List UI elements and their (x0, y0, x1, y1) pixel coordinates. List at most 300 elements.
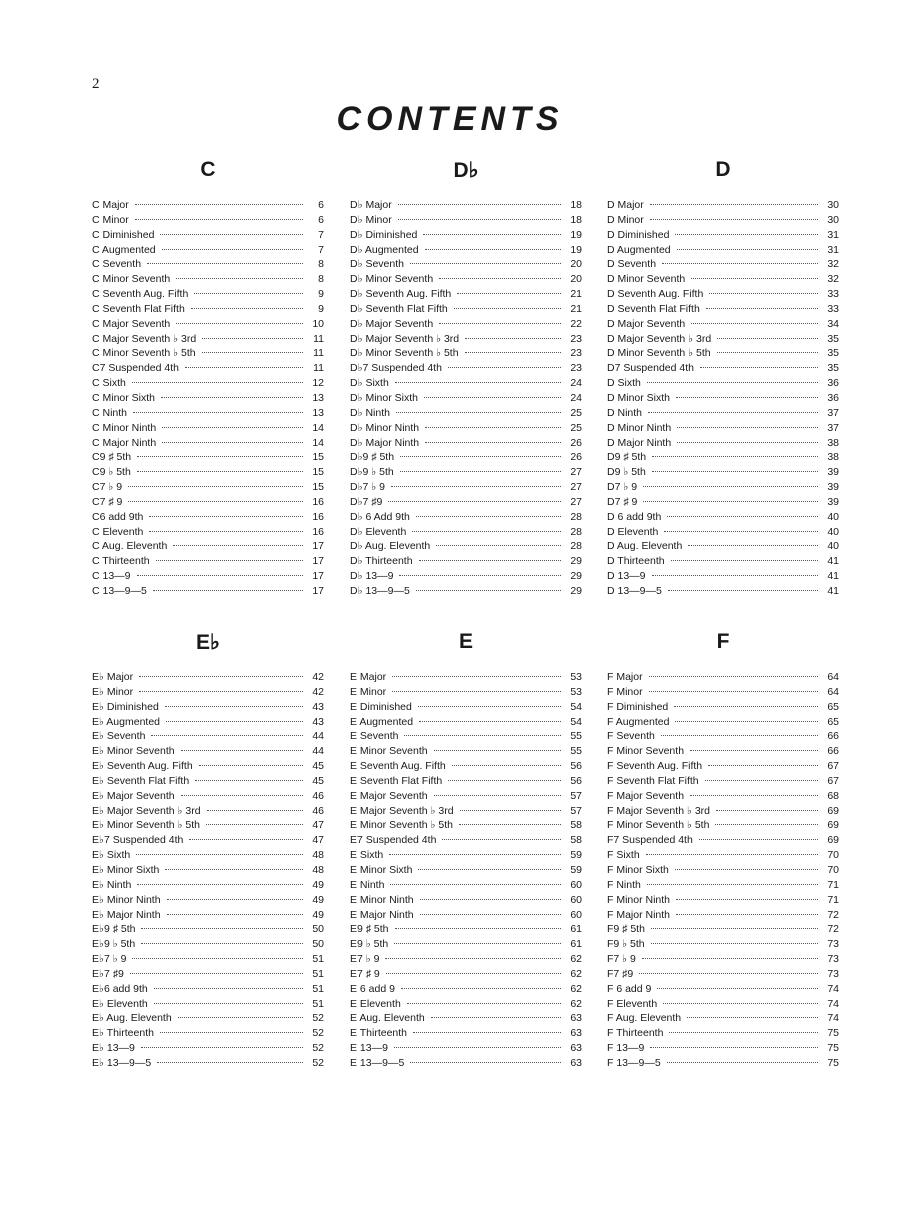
toc-entry[interactable] (607, 967, 839, 982)
toc-entry[interactable] (607, 436, 839, 451)
dot-leader (465, 352, 561, 353)
toc-entry[interactable] (607, 510, 839, 525)
toc-entry[interactable] (350, 346, 582, 361)
dot-leader (668, 590, 818, 591)
toc-entry[interactable] (92, 789, 324, 804)
toc-entry[interactable] (607, 450, 839, 465)
entry-name: E 6 add 9 (350, 982, 395, 995)
entry-name: C Major Ninth (92, 436, 157, 449)
toc-entry[interactable] (92, 450, 324, 465)
toc-entry[interactable] (350, 495, 582, 510)
dot-leader (141, 943, 303, 944)
toc-entry[interactable] (350, 922, 582, 937)
toc-entry[interactable] (607, 584, 839, 599)
toc-entry[interactable] (350, 715, 582, 730)
toc-entry[interactable] (350, 833, 582, 848)
dot-leader (162, 249, 303, 250)
toc-entry[interactable] (607, 198, 839, 213)
entry-name: D♭9 ♯ 5th (350, 451, 395, 464)
toc-entry[interactable] (350, 1011, 582, 1026)
dot-leader (167, 899, 303, 900)
dot-leader (151, 735, 303, 736)
entry-page: 30 (827, 199, 839, 211)
toc-entry[interactable] (607, 744, 839, 759)
entry-page: 50 (312, 938, 324, 951)
toc-entry[interactable] (92, 967, 324, 982)
toc-entry[interactable] (350, 1041, 582, 1056)
toc-entry[interactable] (350, 421, 582, 436)
toc-entry[interactable] (92, 863, 324, 878)
entry-name: D♭ Major Seventh ♭ 3rd (350, 332, 460, 345)
toc-entry[interactable] (350, 1056, 582, 1071)
entry-name: C Seventh (92, 258, 142, 271)
entry-page: 60 (570, 878, 582, 891)
dot-leader (165, 706, 303, 707)
toc-entry[interactable] (350, 554, 582, 569)
toc-entry[interactable] (607, 878, 839, 893)
toc-entry[interactable] (607, 685, 839, 700)
entry-page: 16 (312, 510, 324, 523)
entry-name: F7 ♭ 9 (607, 953, 636, 966)
dot-leader (705, 780, 818, 781)
entry-page: 27 (570, 481, 582, 494)
entry-page: 24 (570, 377, 582, 390)
toc-entry[interactable] (607, 243, 839, 258)
toc-entry[interactable] (607, 729, 839, 744)
toc-entry[interactable] (607, 272, 839, 287)
entry-name: E♭6 add 9th (92, 982, 148, 995)
dot-leader (137, 884, 303, 885)
entry-page: 51 (312, 967, 324, 980)
dot-leader (388, 501, 561, 502)
entry-page: 67 (827, 760, 839, 773)
toc-entry[interactable] (350, 863, 582, 878)
entry-page: 13 (312, 391, 324, 404)
toc-entry[interactable] (607, 569, 839, 584)
toc-entry[interactable] (607, 554, 839, 569)
dot-leader (675, 721, 818, 722)
toc-entry[interactable] (607, 376, 839, 391)
toc-list (607, 198, 839, 599)
entry-name: F Seventh Aug. Fifth (607, 760, 703, 773)
toc-entry[interactable] (92, 729, 324, 744)
toc-entry[interactable] (92, 700, 324, 715)
toc-entry[interactable] (92, 759, 324, 774)
entry-page: 61 (570, 938, 582, 951)
entry-name: E Sixth (350, 849, 384, 862)
toc-entry[interactable] (92, 346, 324, 361)
toc-entry[interactable] (607, 465, 839, 480)
toc-entry[interactable] (607, 525, 839, 540)
toc-entry[interactable] (92, 421, 324, 436)
toc-entry[interactable] (350, 774, 582, 789)
toc-entry[interactable] (607, 833, 839, 848)
toc-entry[interactable] (607, 863, 839, 878)
entry-name: F Ninth (607, 878, 641, 891)
dot-leader (398, 219, 561, 220)
entry-name: E♭ Major Seventh ♭ 3rd (92, 804, 201, 817)
toc-entry[interactable] (350, 243, 582, 258)
toc-entry[interactable] (607, 361, 839, 376)
entry-name: D Seventh (607, 258, 657, 271)
entry-name: E♭ Minor Seventh (92, 745, 175, 758)
toc-entry[interactable] (92, 952, 324, 967)
dot-leader (191, 308, 303, 309)
toc-entry[interactable] (350, 804, 582, 819)
toc-entry[interactable] (350, 406, 582, 421)
toc-entry[interactable] (350, 213, 582, 228)
toc-entry[interactable] (92, 554, 324, 569)
entry-page: 40 (827, 510, 839, 523)
toc-entry[interactable] (607, 1041, 839, 1056)
toc-entry[interactable] (607, 302, 839, 317)
entry-name: E Minor Seventh ♭ 5th (350, 819, 454, 832)
toc-entry[interactable] (350, 818, 582, 833)
entry-page: 13 (312, 406, 324, 419)
toc-entry[interactable] (350, 789, 582, 804)
toc-entry[interactable] (350, 510, 582, 525)
dot-leader (137, 575, 303, 576)
entry-name: E Seventh (350, 730, 399, 743)
entry-page: 51 (312, 953, 324, 966)
toc-entry[interactable] (92, 287, 324, 302)
toc-entry[interactable] (92, 1056, 324, 1071)
toc-entry[interactable] (92, 332, 324, 347)
toc-entry[interactable] (92, 833, 324, 848)
section-heading: D♭ (453, 159, 479, 182)
toc-entry[interactable] (607, 759, 839, 774)
dot-leader (130, 973, 303, 974)
dot-leader (128, 486, 303, 487)
dot-leader (394, 943, 561, 944)
toc-entry[interactable] (350, 584, 582, 599)
dot-leader (643, 501, 818, 502)
toc-entry[interactable] (350, 480, 582, 495)
toc-entry[interactable] (607, 715, 839, 730)
entry-page: 44 (312, 730, 324, 743)
entry-page: 16 (312, 525, 324, 538)
toc-entry[interactable] (92, 569, 324, 584)
dot-leader (167, 914, 303, 915)
dot-leader (199, 765, 303, 766)
toc-entry[interactable] (607, 1056, 839, 1071)
entry-page: 39 (827, 481, 839, 494)
entry-name: E7 Suspended 4th (350, 834, 437, 847)
toc-entry[interactable] (350, 376, 582, 391)
toc-entry[interactable] (607, 818, 839, 833)
toc-entry[interactable] (607, 982, 839, 997)
toc-entry[interactable] (92, 982, 324, 997)
entry-name: E♭ Minor (92, 685, 134, 698)
entry-name: E♭ Thirteenth (92, 1027, 154, 1040)
entry-page: 20 (570, 273, 582, 286)
toc-entry[interactable] (350, 878, 582, 893)
entry-page: 28 (570, 540, 582, 553)
toc-entry[interactable] (607, 495, 839, 510)
entry-name: E♭ Major Ninth (92, 908, 161, 921)
toc-entry[interactable] (350, 908, 582, 923)
toc-entry[interactable] (92, 391, 324, 406)
entry-name: C Minor (92, 213, 129, 226)
entry-name: C7 ♯ 9 (92, 495, 123, 508)
toc-entry[interactable] (350, 982, 582, 997)
entry-name: F Minor Sixth (607, 863, 669, 876)
toc-entry[interactable] (607, 908, 839, 923)
entry-page: 19 (570, 228, 582, 241)
entry-name: E♭ Diminished (92, 700, 159, 713)
entry-name: C Augmented (92, 243, 156, 256)
toc-entry[interactable] (607, 317, 839, 332)
toc-entry[interactable] (92, 818, 324, 833)
entry-page: 63 (570, 1027, 582, 1040)
toc-entry[interactable] (92, 539, 324, 554)
dot-leader (691, 278, 818, 279)
dot-leader (646, 854, 818, 855)
dot-leader (419, 721, 561, 722)
toc-entry[interactable] (92, 908, 324, 923)
toc-entry[interactable] (350, 997, 582, 1012)
dot-leader (442, 839, 561, 840)
toc-entry[interactable] (350, 759, 582, 774)
dot-leader (452, 765, 561, 766)
entry-page: 26 (570, 451, 582, 464)
entry-page: 16 (312, 495, 324, 508)
toc-entry[interactable] (607, 480, 839, 495)
dot-leader (410, 263, 561, 264)
entry-name: E Major (350, 671, 387, 683)
dot-leader (176, 323, 303, 324)
toc-entry[interactable] (350, 729, 582, 744)
section-heading: E (458, 630, 473, 653)
toc-entry[interactable] (607, 228, 839, 243)
page-title: CONTENTS (336, 100, 564, 138)
toc-entry[interactable] (92, 272, 324, 287)
toc-entry[interactable] (607, 1011, 839, 1026)
toc-entry[interactable] (607, 213, 839, 228)
toc-entry[interactable] (607, 774, 839, 789)
toc-entry[interactable] (92, 243, 324, 258)
entry-page: 17 (312, 540, 324, 553)
toc-entry[interactable] (350, 332, 582, 347)
toc-entry[interactable] (92, 744, 324, 759)
dot-leader (717, 338, 818, 339)
dot-leader (194, 293, 303, 294)
toc-entry[interactable] (92, 1041, 324, 1056)
toc-entry[interactable] (607, 391, 839, 406)
toc-entry[interactable] (92, 937, 324, 952)
entry-name: E Major Ninth (350, 908, 414, 921)
entry-page: 25 (570, 421, 582, 434)
toc-entry[interactable] (607, 257, 839, 272)
toc-entry[interactable] (607, 406, 839, 421)
entry-name: F 13—9 (607, 1042, 645, 1055)
dot-leader (425, 442, 561, 443)
toc-entry[interactable] (607, 937, 839, 952)
entry-name: C Ninth (92, 406, 128, 419)
toc-entry[interactable] (92, 685, 324, 700)
toc-entry[interactable] (92, 848, 324, 863)
toc-entry[interactable] (350, 465, 582, 480)
toc-entry[interactable] (350, 848, 582, 863)
toc-entry[interactable] (350, 670, 582, 685)
entry-name: D Major Seventh (607, 317, 686, 330)
entry-page: 45 (312, 774, 324, 787)
entry-name: E♭ 13—9—5 (92, 1056, 152, 1069)
toc-entry[interactable] (607, 997, 839, 1012)
entry-page: 35 (827, 347, 839, 360)
entry-name: E♭ Minor Seventh ♭ 5th (92, 819, 200, 832)
toc-entry[interactable] (607, 922, 839, 937)
toc-entry[interactable] (92, 774, 324, 789)
toc-entry[interactable] (607, 700, 839, 715)
toc-entry[interactable] (350, 539, 582, 554)
toc-entry[interactable] (350, 317, 582, 332)
toc-entry[interactable] (350, 450, 582, 465)
entry-page: 54 (570, 700, 582, 713)
toc-entry[interactable] (350, 391, 582, 406)
entry-name: E♭7 ♭ 9 (92, 953, 127, 966)
section-heading: D (715, 158, 731, 181)
toc-entry[interactable] (607, 346, 839, 361)
toc-entry[interactable] (92, 893, 324, 908)
entry-page: 73 (827, 953, 839, 966)
toc-entry[interactable] (92, 510, 324, 525)
entry-name: E Seventh Flat Fifth (350, 774, 443, 787)
toc-entry[interactable] (607, 670, 839, 685)
toc-entry[interactable] (607, 421, 839, 436)
entry-name: C Aug. Eleventh (92, 540, 168, 553)
toc-entry[interactable] (92, 495, 324, 510)
toc-entry[interactable] (350, 287, 582, 302)
toc-entry[interactable] (92, 922, 324, 937)
toc-entry[interactable] (92, 878, 324, 893)
toc-entry[interactable] (92, 436, 324, 451)
toc-entry[interactable] (92, 228, 324, 243)
toc-entry[interactable] (607, 287, 839, 302)
toc-entry[interactable] (92, 465, 324, 480)
entry-name: D♭7 ♯9 (350, 495, 383, 508)
dot-leader (166, 721, 303, 722)
entry-page: 52 (312, 1042, 324, 1055)
entry-page: 7 (318, 243, 324, 256)
toc-entry[interactable] (92, 257, 324, 272)
toc-entry[interactable] (350, 436, 582, 451)
toc-entry[interactable] (350, 744, 582, 759)
toc-entry[interactable] (350, 1026, 582, 1041)
toc-entry[interactable] (607, 893, 839, 908)
toc-entry[interactable] (92, 1026, 324, 1041)
dot-leader (195, 780, 303, 781)
toc-entry[interactable] (92, 213, 324, 228)
toc-entry[interactable] (350, 302, 582, 317)
toc-entry[interactable] (350, 893, 582, 908)
toc-entry[interactable] (607, 1026, 839, 1041)
toc-entry[interactable] (607, 804, 839, 819)
toc-entry[interactable] (607, 789, 839, 804)
dot-leader (410, 1062, 561, 1063)
toc-entry[interactable] (607, 848, 839, 863)
toc-entry[interactable] (92, 376, 324, 391)
toc-entry[interactable] (350, 361, 582, 376)
entry-page: 73 (827, 967, 839, 980)
entry-name: C Sixth (92, 377, 126, 390)
entry-name: D Minor Seventh (607, 273, 686, 286)
dot-leader (677, 249, 818, 250)
entry-page: 25 (570, 406, 582, 419)
dot-leader (687, 1017, 818, 1018)
entry-name: E♭ Augmented (92, 715, 160, 728)
dot-leader (162, 427, 303, 428)
toc-entry[interactable] (350, 700, 582, 715)
entry-name: F Seventh (607, 730, 655, 743)
entry-name: C 13—9—5 (92, 584, 147, 597)
entry-name: E♭ Seventh Aug. Fifth (92, 760, 193, 773)
toc-entry[interactable] (350, 937, 582, 952)
entry-name: C Minor Seventh (92, 273, 171, 286)
toc-entry[interactable] (92, 525, 324, 540)
toc-entry[interactable] (92, 361, 324, 376)
dot-leader (165, 869, 303, 870)
dot-leader (132, 958, 303, 959)
entry-page: 35 (827, 362, 839, 375)
dot-leader (420, 899, 561, 900)
toc-entry[interactable] (350, 952, 582, 967)
dot-leader (465, 338, 561, 339)
entry-page: 8 (318, 273, 324, 286)
toc-entry[interactable] (92, 317, 324, 332)
toc-entry[interactable] (92, 997, 324, 1012)
toc-entry[interactable] (607, 332, 839, 347)
entry-name: D 6 add 9th (607, 510, 662, 523)
toc-entry[interactable] (92, 198, 324, 213)
toc-entry[interactable] (607, 952, 839, 967)
toc-entry[interactable] (92, 1011, 324, 1026)
entry-page: 43 (312, 715, 324, 728)
toc-entry[interactable] (350, 967, 582, 982)
toc-entry[interactable] (350, 198, 582, 213)
toc-entry[interactable] (350, 257, 582, 272)
entry-name: E♭7 Suspended 4th (92, 834, 184, 847)
entry-name: D Eleventh (607, 525, 659, 538)
dot-leader (439, 323, 561, 324)
toc-entry[interactable] (92, 584, 324, 599)
dot-leader (395, 928, 561, 929)
toc-entry[interactable] (350, 685, 582, 700)
entry-name: D♭ Minor Ninth (350, 421, 420, 434)
entry-name: E♭9 ♯ 5th (92, 923, 136, 936)
toc-entry[interactable] (92, 406, 324, 421)
dot-leader (439, 278, 561, 279)
toc-entry[interactable] (607, 539, 839, 554)
toc-entry[interactable] (92, 302, 324, 317)
entry-page: 6 (318, 213, 324, 226)
toc-entry[interactable] (350, 525, 582, 540)
toc-entry[interactable] (92, 804, 324, 819)
entry-page: 70 (827, 849, 839, 862)
dot-leader (648, 412, 818, 413)
entry-page: 53 (570, 685, 582, 698)
toc-entry[interactable] (350, 228, 582, 243)
toc-entry[interactable] (350, 569, 582, 584)
toc-entry[interactable] (92, 670, 324, 685)
entry-page: 60 (570, 908, 582, 921)
toc-entry[interactable] (350, 272, 582, 287)
dot-leader (173, 545, 303, 546)
entry-name: E♭ Major (92, 671, 134, 683)
toc-entry[interactable] (92, 715, 324, 730)
dot-leader (675, 869, 818, 870)
toc-entry[interactable] (92, 480, 324, 495)
